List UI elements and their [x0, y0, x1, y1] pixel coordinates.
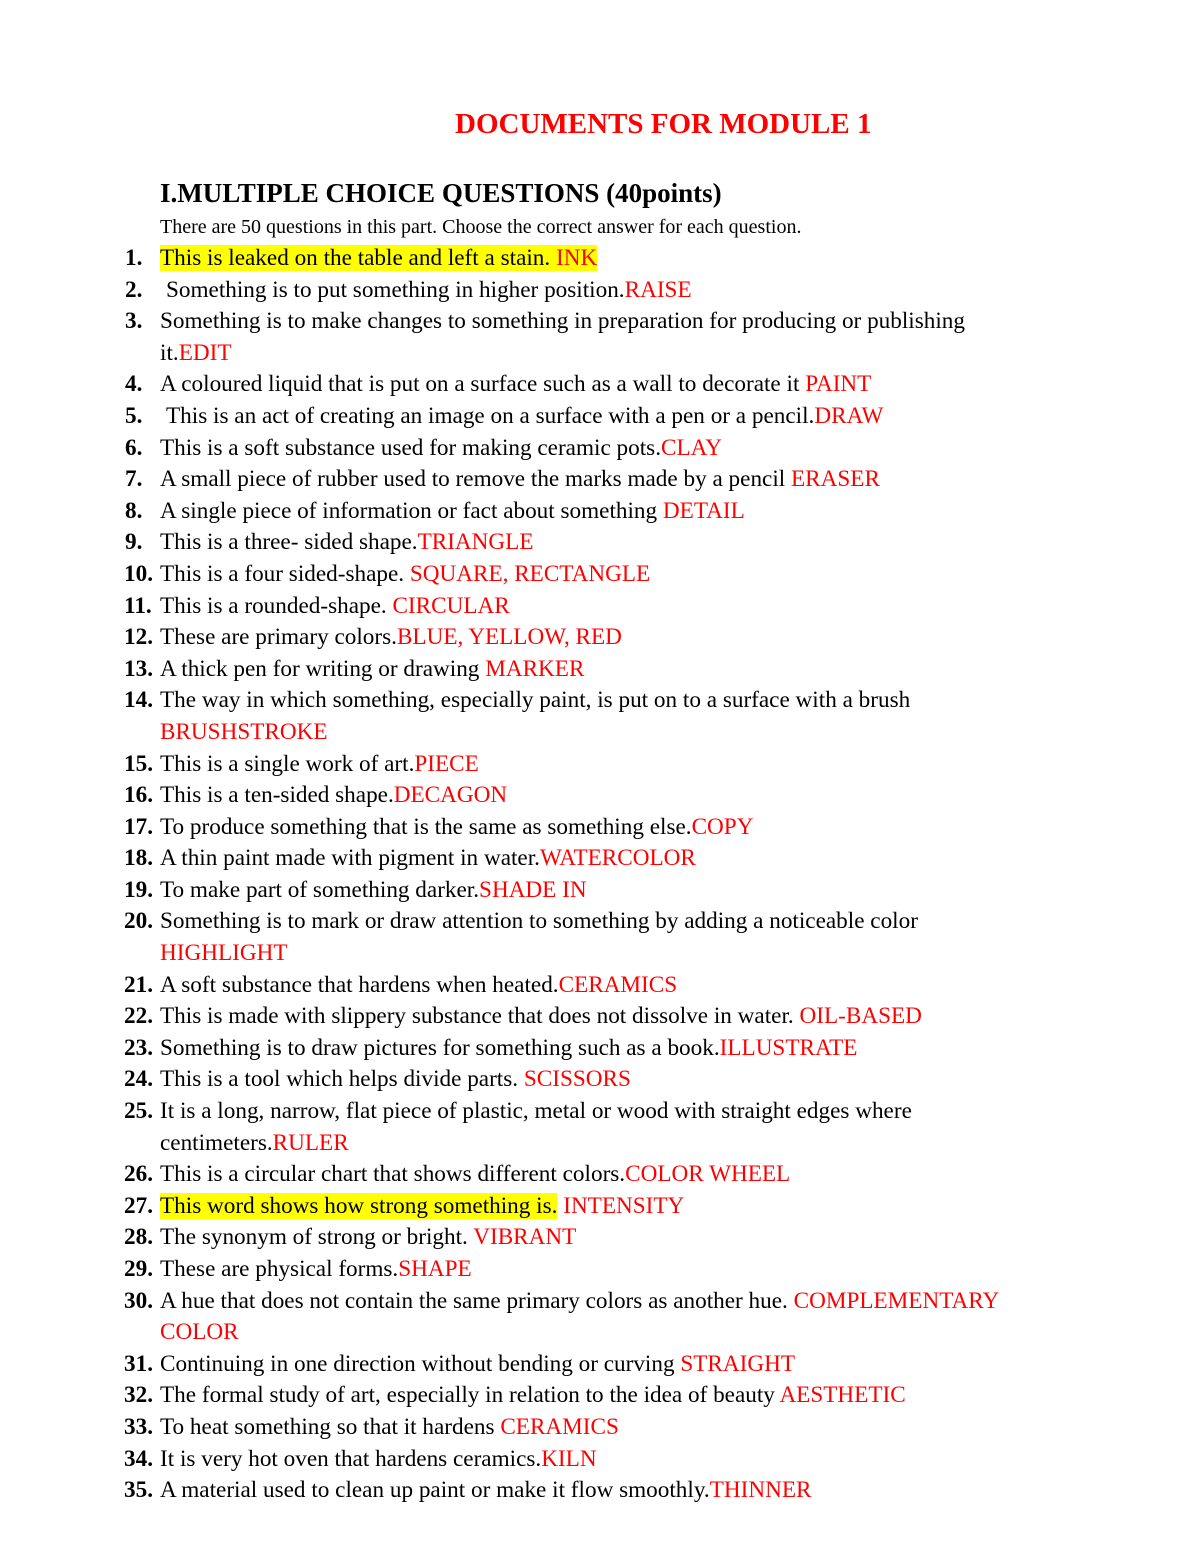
question-text-continued: centimeters. [160, 1129, 273, 1156]
question-line [160, 1446, 597, 1472]
section-instructions: There are 50 questions in this part. Choose the correct answer for each question. [160, 216, 802, 238]
question-text: To make part of something darker. [160, 876, 480, 903]
question-text: A hue that does not contain the same primary colors as another hue. [160, 1287, 788, 1314]
answer-text: RAISE [624, 276, 692, 303]
question-number: 33. [124, 1413, 153, 1440]
question-line [160, 277, 692, 303]
question-text: This is a soft substance used for making ceramic pots. [160, 434, 661, 461]
question-line [160, 624, 622, 650]
question-number: 31. [124, 1350, 153, 1377]
question-line [160, 1477, 811, 1503]
question-number: 8. [125, 497, 143, 524]
question-text: A coloured liquid that is put on a surface such as a wall to decorate it [160, 371, 800, 398]
question-text: This is made with slippery substance that does not dissolve in water. [160, 1003, 794, 1030]
question-item [0, 1444, 1200, 1476]
question-line [160, 593, 510, 619]
answer-text: WATERCOLOR [539, 845, 696, 872]
question-number: 27. [124, 1192, 153, 1219]
answer-text: SHAPE [398, 1256, 472, 1282]
question-list [0, 243, 1200, 1507]
question-number: 16. [124, 782, 153, 809]
question-text: This word shows how strong something is. [160, 1192, 558, 1219]
highlighted-text [160, 245, 597, 271]
question-item [0, 1349, 1200, 1381]
question-number: 1. [125, 245, 143, 271]
question-line [160, 1193, 684, 1219]
question-line [160, 1288, 999, 1346]
question-item [0, 622, 1200, 654]
answer-text: TRIANGLE [417, 529, 534, 556]
question-text: Continuing in one direction without bending or curving [160, 1350, 675, 1377]
question-text: This is a four sided-shape. [160, 560, 405, 587]
answer-text: CLAY [661, 434, 722, 461]
question-line [160, 1414, 619, 1440]
question-item [0, 559, 1200, 591]
question-item [0, 1286, 1200, 1349]
answer-text: PAINT [805, 371, 872, 398]
question-text: It is very hot oven that hardens ceramics. [160, 1445, 542, 1472]
question-line [160, 1256, 472, 1282]
question-number: 25. [124, 1098, 153, 1125]
answer-text: ERASER [791, 466, 880, 493]
question-text: A thick pen for writing or drawing [160, 655, 480, 682]
question-line [160, 561, 650, 587]
question-text: To produce something that is the same as something else. [160, 813, 692, 840]
question-item [0, 843, 1200, 875]
question-number: 28. [124, 1224, 153, 1251]
question-text: This is a ten-sided shape. [160, 782, 394, 809]
question-item [0, 1412, 1200, 1444]
answer-text: CERAMICS [558, 971, 678, 998]
question-item [0, 464, 1200, 496]
question-number: 13. [124, 655, 153, 682]
question-item [0, 780, 1200, 812]
question-item [0, 654, 1200, 686]
question-text: A material used to clean up paint or make it flow smoothly. [160, 1477, 710, 1504]
answer-text: KILN [541, 1445, 597, 1472]
question-text: A soft substance that hardens when heated. [160, 971, 559, 998]
question-line [160, 1098, 912, 1156]
question-item [0, 496, 1200, 528]
question-number: 17. [124, 813, 153, 840]
question-item [0, 1475, 1200, 1507]
answer-text: INK [556, 245, 598, 271]
question-line [160, 435, 722, 461]
answer-text: STRAIGHT [680, 1350, 796, 1377]
question-text: Something is to put something in higher position. [166, 276, 625, 303]
question-line [160, 308, 965, 366]
document-title: DOCUMENTS FOR MODULE 1 [455, 108, 872, 140]
question-number: 19. [124, 876, 153, 903]
question-item [0, 1191, 1200, 1223]
question-number: 18. [124, 845, 153, 872]
question-line [160, 1224, 576, 1250]
question-line [160, 498, 745, 524]
question-line [160, 1003, 922, 1029]
question-line [160, 845, 696, 871]
answer-text: DECAGON [393, 782, 508, 809]
question-line [160, 687, 910, 745]
question-text: This is an act of creating an image on a surface with a pen or a pencil. [166, 402, 815, 429]
question-item [0, 1096, 1200, 1159]
question-item [0, 1380, 1200, 1412]
question-number: 7. [125, 466, 143, 493]
question-text: To heat something so that it hardens [160, 1413, 495, 1440]
question-item [0, 1254, 1200, 1286]
answer-text: DETAIL [662, 497, 745, 524]
question-number: 5. [125, 402, 143, 429]
question-item [0, 1159, 1200, 1191]
question-item [0, 369, 1200, 401]
question-number: 20. [124, 908, 153, 935]
question-text: This is a single work of art. [160, 750, 415, 777]
question-item [0, 433, 1200, 465]
question-item [0, 906, 1200, 969]
question-item [0, 685, 1200, 748]
question-text-continued: it. [160, 339, 179, 366]
answer-text: SQUARE, RECTANGLE [409, 560, 651, 587]
question-number: 23. [124, 1034, 153, 1061]
question-text: This is a three- sided shape. [160, 529, 418, 556]
answer-text: THINNER [709, 1477, 812, 1504]
question-number: 22. [124, 1003, 153, 1030]
question-line [160, 814, 753, 840]
answer-text: MARKER [485, 655, 585, 682]
question-text: This is a tool which helps divide parts. [160, 1066, 519, 1093]
question-item [0, 591, 1200, 623]
answer-text: SHADE IN [479, 876, 587, 903]
question-line [160, 1035, 857, 1061]
question-number: 9. [125, 529, 143, 556]
answer-text: RULER [272, 1129, 349, 1156]
question-line [160, 403, 883, 429]
question-text: This is a circular chart that shows different colors. [160, 1161, 626, 1188]
question-text: The synonym of strong or bright. [160, 1224, 468, 1251]
answer-text: COLOR WHEEL [625, 1161, 791, 1188]
question-text: The formal study of art, especially in relation to the idea of beauty [160, 1382, 775, 1409]
question-item [0, 875, 1200, 907]
question-line [160, 1161, 790, 1187]
question-text: This is leaked on the table and left a stain. [160, 245, 551, 271]
question-item [0, 243, 1200, 275]
answer-text-continued: COLOR [160, 1319, 239, 1346]
question-text: This is a rounded-shape. [160, 592, 387, 619]
question-item [0, 970, 1200, 1002]
question-item [0, 401, 1200, 433]
question-item [0, 1064, 1200, 1096]
question-line [160, 877, 587, 903]
question-number: 11. [124, 592, 152, 619]
question-number: 2. [125, 276, 143, 303]
question-number: 35. [124, 1477, 153, 1504]
question-line [160, 466, 880, 492]
question-number: 6. [125, 434, 143, 461]
section-heading: I.MULTIPLE CHOICE QUESTIONS (40points) [160, 178, 722, 208]
answer-text: HIGHLIGHT [160, 940, 288, 967]
question-number: 32. [124, 1382, 153, 1409]
question-item [0, 749, 1200, 781]
highlighted-text [160, 1193, 557, 1219]
question-number: 14. [124, 687, 153, 714]
question-number: 15. [124, 750, 153, 777]
answer-text: AESTHETIC [779, 1382, 906, 1409]
question-item [0, 1033, 1200, 1065]
question-item [0, 306, 1200, 369]
question-number: 29. [124, 1256, 153, 1282]
answer-text: BLUE, YELLOW, RED [396, 624, 622, 651]
answer-text: SCISSORS [523, 1066, 631, 1093]
question-number: 30. [124, 1287, 153, 1314]
question-number: 4. [125, 371, 143, 398]
answer-text: CERAMICS [500, 1413, 619, 1440]
question-line [160, 782, 507, 808]
question-line [160, 656, 584, 682]
answer-text: COMPLEMENTARY [793, 1287, 1000, 1314]
question-line [160, 1066, 631, 1092]
question-line [160, 245, 597, 271]
question-text: A single piece of information or fact about something [160, 497, 658, 524]
question-number: 3. [125, 308, 143, 335]
question-text: These are primary colors. [160, 624, 397, 651]
question-number: 24. [124, 1066, 153, 1093]
question-text: Something is to draw pictures for something such as a book. [160, 1034, 720, 1061]
question-line [160, 751, 479, 777]
answer-text: EDIT [178, 339, 232, 366]
answer-text: INTENSITY [563, 1192, 685, 1219]
question-text: It is a long, narrow, flat piece of plastic, metal or wood with straight edges where [160, 1098, 912, 1125]
question-number: 10. [124, 560, 153, 587]
question-line [160, 371, 871, 397]
question-line [160, 908, 918, 966]
question-text: A small piece of rubber used to remove the marks made by a pencil [160, 466, 786, 493]
question-line [160, 529, 534, 555]
answer-text: CIRCULAR [392, 592, 510, 619]
answer-text: COPY [691, 813, 754, 840]
question-line [160, 972, 677, 998]
question-number: 21. [124, 971, 153, 998]
question-text: Something is to mark or draw attention to something by adding a noticeable color [160, 908, 918, 935]
question-text: Something is to make changes to something in preparation for producing or publishing [160, 308, 965, 335]
question-item [0, 275, 1200, 307]
question-number: 26. [124, 1161, 153, 1188]
question-number: 34. [124, 1445, 153, 1472]
question-number: 12. [124, 624, 153, 651]
answer-text: BRUSHSTROKE [160, 718, 328, 745]
question-text: A thin paint made with pigment in water. [160, 845, 540, 872]
question-item [0, 1222, 1200, 1254]
question-text: The way in which something, especially paint, is put on to a surface with a brush [160, 687, 911, 714]
question-line [160, 1351, 795, 1377]
answer-text: PIECE [414, 750, 479, 777]
answer-text: ILLUSTRATE [719, 1034, 858, 1061]
question-item [0, 527, 1200, 559]
answer-text: DRAW [814, 402, 884, 429]
answer-text: OIL-BASED [799, 1003, 922, 1030]
question-text: These are physical forms. [160, 1256, 399, 1282]
question-item [0, 812, 1200, 844]
answer-text: VIBRANT [473, 1224, 577, 1251]
question-line [160, 1382, 906, 1408]
question-item [0, 1001, 1200, 1033]
